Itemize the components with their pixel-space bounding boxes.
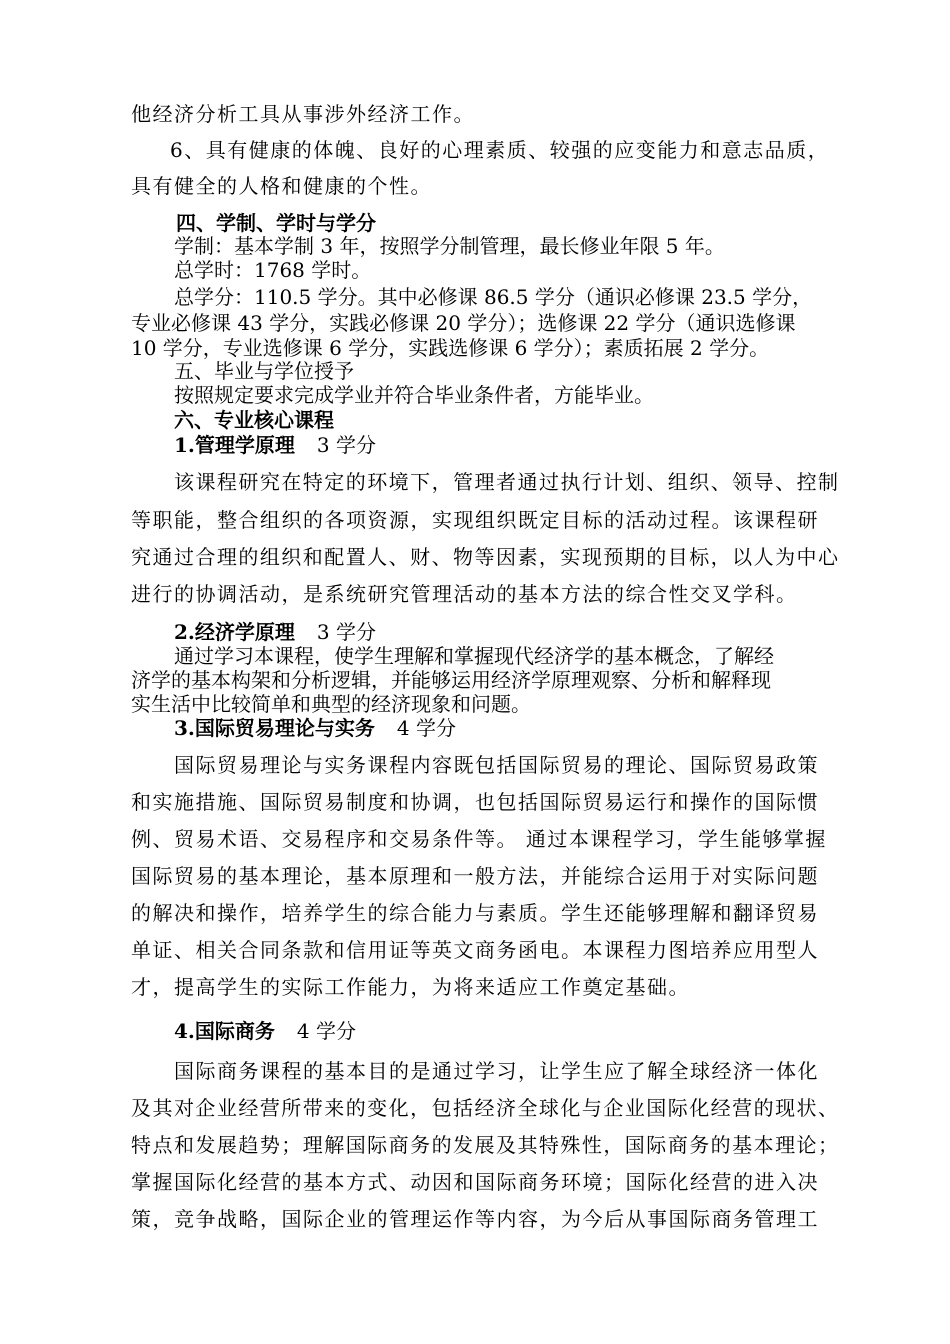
- course-4-line-3: 特点和发展趋势；理解国际商务的发展及其特殊性，国际商务的基本理论；: [131, 1133, 840, 1157]
- course-3-line-4: 国际贸易的基本理论，基本原理和一般方法，并能综合运用于对实际问题: [131, 864, 819, 888]
- course-3-line-1: 国际贸易理论与实务课程内容既包括国际贸易的理论、国际贸易政策: [174, 753, 819, 777]
- section-5-line-1: 按照规定要求完成学业并符合毕业条件者，方能毕业。: [174, 383, 654, 407]
- section-4-line-5: 10 学分，专业选修课 6 学分，实践选修课 6 学分）；素质拓展 2 学分。: [131, 336, 770, 360]
- intro-line-2: 6、具有健康的体魄、良好的心理素质、较强的应变能力和意志品质，: [170, 138, 830, 162]
- section-4-line-3: 总学分：110.5 学分。其中必修课 86.5 学分（通识必修课 23.5 学分，: [174, 285, 813, 309]
- section-4-line-1: 学制：基本学制 3 年，按照学分制管理，最长修业年限 5 年。: [174, 234, 725, 258]
- course-3-line-5: 的解决和操作，培养学生的综合能力与素质。学生还能够理解和翻译贸易: [131, 901, 819, 925]
- course-3-name: 3.国际贸易理论与实务: [174, 716, 375, 740]
- section-4-heading: 四、学制、学时与学分: [176, 211, 376, 235]
- course-1-name: 1.管理学原理: [174, 433, 295, 457]
- course-3-line-6: 单证、相关合同条款和信用证等英文商务函电。本课程力图培养应用型人: [131, 938, 819, 962]
- course-1-line-3: 究通过合理的组织和配置人、财、物等因素，实现预期的目标，以人为中心: [131, 545, 840, 569]
- course-1-line-2: 等职能，整合组织的各项资源，实现组织既定目标的活动过程。该课程研: [131, 508, 819, 532]
- course-2-line-1: 通过学习本课程，使学生理解和掌握现代经济学的基本概念，了解经: [174, 644, 774, 668]
- course-4-name: 4.国际商务: [174, 1019, 275, 1043]
- course-2-line-3: 实生活中比较简单和典型的经济现象和问题。: [131, 692, 531, 716]
- course-4-line-5: 策，竞争战略，国际企业的管理运作等内容，为今后从事国际商务管理工: [131, 1207, 819, 1231]
- course-1-title: [174, 433, 376, 457]
- section-4-line-4: 专业必修课 43 学分，实践必修课 20 学分）；选修课 22 学分（通识选修课: [131, 311, 796, 335]
- course-2-credit: 3 学分: [316, 620, 376, 644]
- course-3-credit: 4 学分: [396, 716, 456, 740]
- course-4-line-1: 国际商务课程的基本目的是通过学习，让学生应了解全球经济一体化: [174, 1059, 819, 1083]
- course-1-credit: 3 学分: [316, 433, 376, 457]
- section-4-line-2: 总学时：1768 学时。: [174, 258, 372, 282]
- course-4-credit: 4 学分: [296, 1019, 356, 1043]
- course-3-line-2: 和实施措施、国际贸易制度和协调，也包括国际贸易运行和操作的国际惯: [131, 790, 819, 814]
- course-1-line-1: 该课程研究在特定的环境下，管理者通过执行计划、组织、领导、控制: [174, 470, 840, 494]
- course-2-line-2: 济学的基本构架和分析逻辑，并能够运用经济学原理观察、分析和解释现: [131, 668, 771, 692]
- course-4-line-4: 掌握国际化经营的基本方式、动因和国际商务环境；国际化经营的进入决: [131, 1170, 819, 1194]
- course-2-name: 2.经济学原理: [174, 620, 295, 644]
- course-4-line-2: 及其对企业经营所带来的变化，包括经济全球化与企业国际化经营的现状、: [131, 1096, 840, 1120]
- course-1-line-4: 进行的协调活动，是系统研究管理活动的基本方法的综合性交叉学科。: [131, 582, 798, 606]
- course-3-line-7: 才，提高学生的实际工作能力，为将来适应工作奠定基础。: [131, 975, 690, 999]
- intro-line-1: 他经济分析工具从事涉外经济工作。: [131, 102, 475, 126]
- section-6-heading: 六、专业核心课程: [174, 408, 334, 432]
- section-5-heading: 五、毕业与学位授予: [174, 359, 354, 383]
- course-3-line-3: 例、贸易术语、交易程序和交易条件等。 通过本课程学习，学生能够掌握: [131, 827, 827, 851]
- course-4-title: [174, 1019, 356, 1043]
- course-3-title: [174, 716, 456, 740]
- intro-line-3: 具有健全的人格和健康的个性。: [131, 174, 432, 198]
- course-2-title: [174, 620, 376, 644]
